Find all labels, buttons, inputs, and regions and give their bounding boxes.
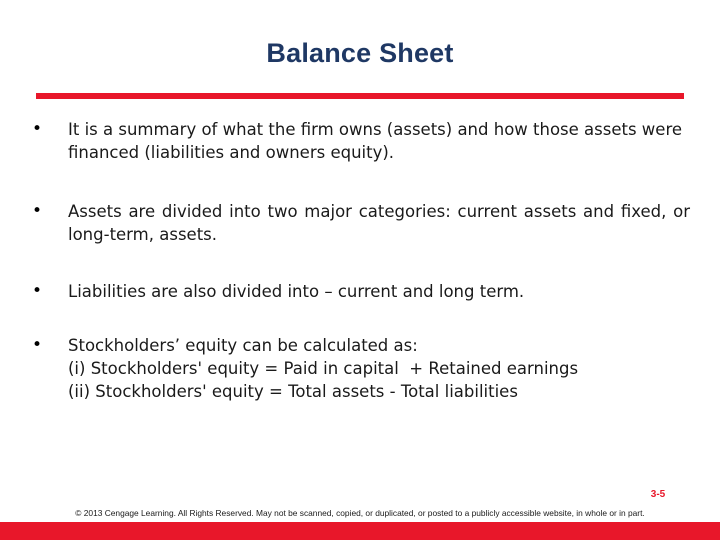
bullet-dot-icon: • <box>32 201 43 221</box>
bullet-text-assets <box>68 200 690 246</box>
bullet-dot-icon: • <box>32 281 43 301</box>
copyright-notice: © 2013 Cengage Learning. All Rights Reserved. May not be scanned, copied, or duplicated, or posted to a publicly accessible website, in whole or in part. <box>75 508 645 518</box>
bullet-item-liabilities <box>30 280 690 303</box>
bullet-item-equity <box>30 334 690 403</box>
footer-bar <box>0 522 720 540</box>
slide-title: Balance Sheet <box>266 38 454 68</box>
bullet-line-equity-formula-1: (i) Stockholders' equity = Paid in capital + Retained earnings <box>68 359 579 378</box>
page-number: 3-5 <box>650 489 666 500</box>
bullet-line-equity-intro: Stockholders’ equity can be calculated as: <box>68 336 418 355</box>
bullet-item-assets <box>30 200 690 246</box>
bullet-text-liabilities <box>68 280 690 303</box>
bullet-line-equity-formula-2: (ii) Stockholders' equity = Total assets - Total liabilities <box>68 382 518 401</box>
bullet-text-summary <box>68 118 690 164</box>
bullet-line: Assets are divided into two major categories: current assets and fixed, or long-term, assets. <box>68 202 690 244</box>
bullet-dot-icon: • <box>32 335 43 355</box>
bullet-line: Liabilities are also divided into – current and long term. <box>68 282 525 301</box>
title-underline-rule <box>36 93 684 99</box>
bullet-text-equity <box>68 334 690 403</box>
bullet-dot-icon: • <box>32 119 43 139</box>
bullet-line: It is a summary of what the firm owns (assets) and how those assets were financed (liabilities and owners equity). <box>68 120 683 162</box>
bullet-item-summary <box>30 118 690 164</box>
